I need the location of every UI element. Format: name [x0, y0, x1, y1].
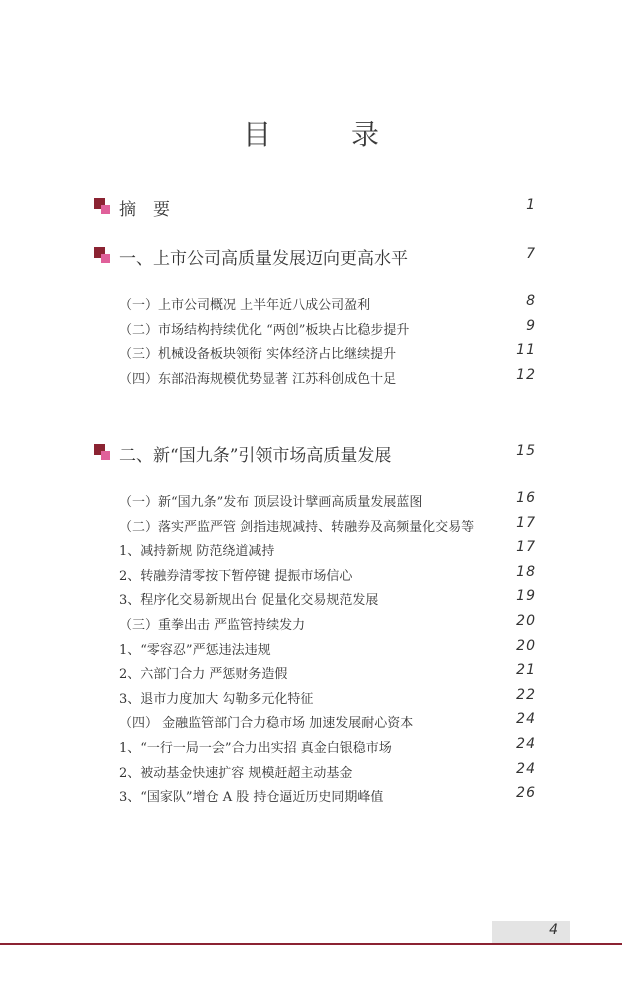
section-marker-icon [94, 444, 110, 460]
entry-page-number: 19 [516, 588, 536, 605]
entry-page-number: 21 [516, 662, 536, 679]
entry-title: 2、被动基金快速扩容 规模赶超主动基金 [119, 765, 353, 781]
toc-entry-row[interactable] [0, 686, 622, 710]
page-number-box [492, 921, 570, 943]
entry-page-number: 8 [526, 293, 536, 309]
toc-entry-row[interactable] [0, 341, 622, 365]
entry-title: 2、六部门合力 严惩财务造假 [119, 667, 288, 683]
entry-page-number: 18 [516, 563, 536, 580]
entry-title: 1、“一行一局一会”合力出实招 真金白银稳市场 [119, 741, 392, 756]
toc-section-row[interactable] [0, 244, 622, 268]
entry-title: 3、程序化交易新规出台 促量化交易规范发展 [119, 593, 379, 609]
toc-section-row[interactable] [0, 195, 622, 219]
entry-page-number: 24 [516, 711, 536, 728]
entry-title: （四）东部沿海规模优势显著 江苏科创成色十足 [119, 371, 397, 387]
entry-title: 2、转融券清零按下暂停键 提振市场信心 [119, 568, 353, 584]
entry-title: （三）重拳出击 严监管持续发力 [119, 618, 306, 633]
toc-entry-row[interactable] [0, 587, 622, 611]
entry-page-number: 7 [526, 246, 536, 262]
entry-title: 1、“零容忍”严惩违法违规 [119, 642, 271, 658]
section-marker-icon [94, 247, 110, 263]
toc-section-row[interactable] [0, 441, 622, 465]
toc-entry-row[interactable] [0, 514, 622, 538]
entry-title: （一）新“国九条”发布 顶层设计擘画高质量发展蓝图 [119, 495, 423, 510]
entry-page-number: 24 [516, 760, 536, 777]
toc-entry-row[interactable] [0, 612, 622, 636]
toc-entry-row[interactable] [0, 735, 622, 759]
page-number: 4 [549, 922, 558, 938]
entry-page-number: 12 [516, 366, 536, 383]
entry-page-number: 24 [516, 736, 536, 752]
toc-entry-row[interactable] [0, 317, 622, 341]
entry-title: （四） 金融监管部门合力稳市场 加速发展耐心资本 [119, 716, 414, 732]
entry-title: 3、退市力度加大 勾勒多元化特征 [119, 691, 314, 707]
footer-divider [0, 943, 622, 945]
toc-entry-row[interactable] [0, 710, 622, 734]
entry-page-number: 22 [516, 686, 536, 703]
toc-entry-row[interactable] [0, 366, 622, 390]
entry-page-number: 20 [516, 613, 536, 629]
section-title: 一、上市公司高质量发展迈向更高水平 [119, 249, 408, 269]
entry-page-number: 16 [516, 490, 536, 506]
section-title: 摘 要 [119, 200, 170, 220]
entry-page-number: 1 [526, 197, 536, 213]
toc-entry-row[interactable] [0, 760, 622, 784]
entry-page-number: 26 [516, 785, 536, 802]
section-marker-icon [94, 198, 110, 214]
toc-entry-row[interactable] [0, 538, 622, 562]
entry-title: （三）机械设备板块领衔 实体经济占比继续提升 [119, 347, 397, 363]
entry-title: （一）上市公司概况 上半年近八成公司盈利 [119, 298, 371, 313]
entry-page-number: 15 [516, 443, 536, 459]
section-title: 二、新“国九条”引领市场高质量发展 [119, 446, 392, 466]
toc-entry-row[interactable] [0, 661, 622, 685]
entry-page-number: 17 [516, 514, 536, 531]
toc-entry-row[interactable] [0, 784, 622, 808]
entry-page-number: 20 [516, 637, 536, 654]
entry-title: 1、减持新规 防范绕道减持 [119, 544, 275, 560]
page-title: 目 录 [242, 118, 405, 151]
toc-entry-row[interactable] [0, 563, 622, 587]
entry-page-number: 9 [526, 317, 536, 334]
toc-entry-row[interactable] [0, 489, 622, 513]
entry-page-number: 17 [516, 539, 536, 556]
entry-title: （二）落实严监严管 剑指违规减持、转融券及高频量化交易等 [119, 519, 475, 535]
entry-title: 3、“国家队”增仓 A 股 持仓逼近历史同期峰值 [119, 790, 384, 806]
entry-title: （二）市场结构持续优化 “两创”板块占比稳步提升 [119, 322, 410, 338]
toc-entry-row[interactable] [0, 637, 622, 661]
entry-page-number: 11 [516, 342, 536, 359]
toc-entry-row[interactable] [0, 292, 622, 316]
